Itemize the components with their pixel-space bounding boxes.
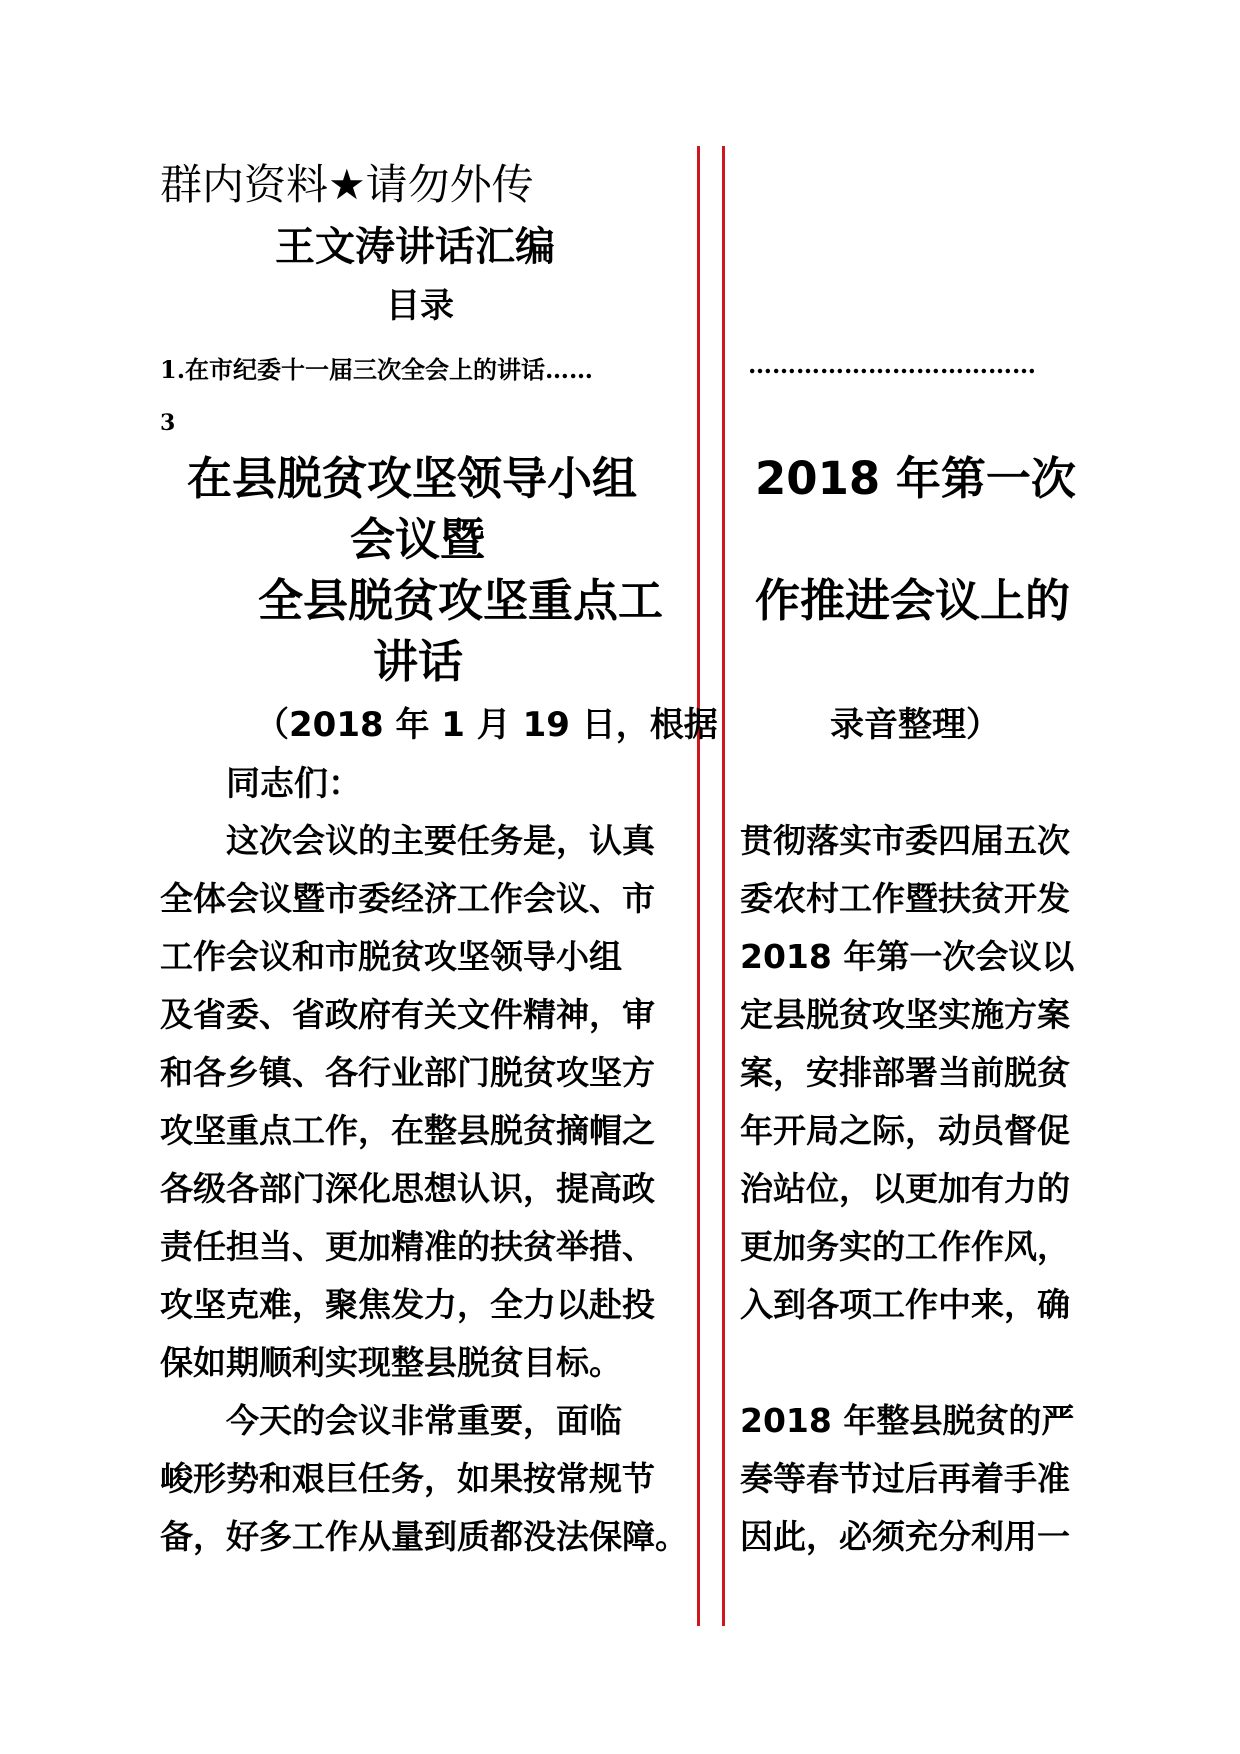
body-line: 定县脱贫攻坚实施方案	[740, 995, 1070, 1034]
body-line: 这次会议的主要任务是，认真	[226, 821, 655, 860]
toc-heading: 目录	[386, 286, 454, 326]
body-line: 年开局之际，动员督促	[740, 1111, 1070, 1150]
column-divider-right	[722, 146, 725, 1626]
toc-entry: 1.在市纪委十一届三次全会上的讲话……	[160, 355, 594, 384]
header-note: 群内资料★请勿外传	[160, 160, 534, 209]
body-line: 今天的会议非常重要，面临	[226, 1401, 622, 1440]
body-line: 攻坚重点工作，在整县脱贫摘帽之	[160, 1111, 655, 1150]
speech-title-line: 讲话	[373, 635, 464, 688]
date-note-left: （2018 年 1 月 19 日，根据	[255, 705, 718, 745]
speech-title-line: 全县脱贫攻坚重点工	[258, 574, 664, 627]
body-line: 及省委、省政府有关文件精神，审	[160, 995, 655, 1034]
body-line: 2018 年第一次会议以	[740, 937, 1075, 976]
body-line: 委农村工作暨扶贫开发	[740, 879, 1070, 918]
speech-title-line: 2018 年第一次	[755, 452, 1076, 505]
body-line: 全体会议暨市委经济工作会议、市	[160, 879, 655, 918]
body-line: 工作会议和市脱贫攻坚领导小组	[160, 937, 622, 976]
speech-title-line: 会议暨	[350, 513, 486, 566]
column-divider-left	[697, 146, 700, 1626]
toc-page-number: 3	[160, 410, 176, 436]
body-line: 责任担当、更加精准的扶贫举措、	[160, 1227, 655, 1266]
body-line: 入到各项工作中来，确	[740, 1285, 1070, 1324]
speech-title-line: 在县脱贫攻坚领导小组	[187, 452, 638, 505]
body-line: 各级各部门深化思想认识，提高政	[160, 1169, 655, 1208]
speech-title-line: 作推进会议上的	[755, 574, 1071, 627]
document-title: 王文涛讲话汇编	[275, 224, 555, 270]
body-line: 攻坚克难，聚焦发力，全力以赴投	[160, 1285, 655, 1324]
body-line: 备，好多工作从量到质都没法保障。	[160, 1517, 688, 1556]
body-line: 2018 年整县脱贫的严	[740, 1401, 1075, 1440]
body-line: 更加务实的工作作风，	[740, 1227, 1070, 1266]
date-note-right: 录音整理）	[830, 705, 1000, 745]
body-line: 治站位，以更加有力的	[740, 1169, 1070, 1208]
greeting: 同志们：	[226, 764, 362, 804]
body-line: 贯彻落实市委四届五次	[740, 821, 1070, 860]
body-line: 保如期顺利实现整县脱贫目标。	[160, 1343, 622, 1382]
body-line: 峻形势和艰巨任务，如果按常规节	[160, 1459, 655, 1498]
body-line: 奏等春节过后再着手准	[740, 1459, 1070, 1498]
body-line: 和各乡镇、各行业部门脱贫攻坚方	[160, 1053, 655, 1092]
toc-leader-dots: ………………………………	[748, 350, 1036, 379]
body-line: 案，安排部署当前脱贫	[740, 1053, 1070, 1092]
body-line: 因此，必须充分利用一	[740, 1517, 1070, 1556]
